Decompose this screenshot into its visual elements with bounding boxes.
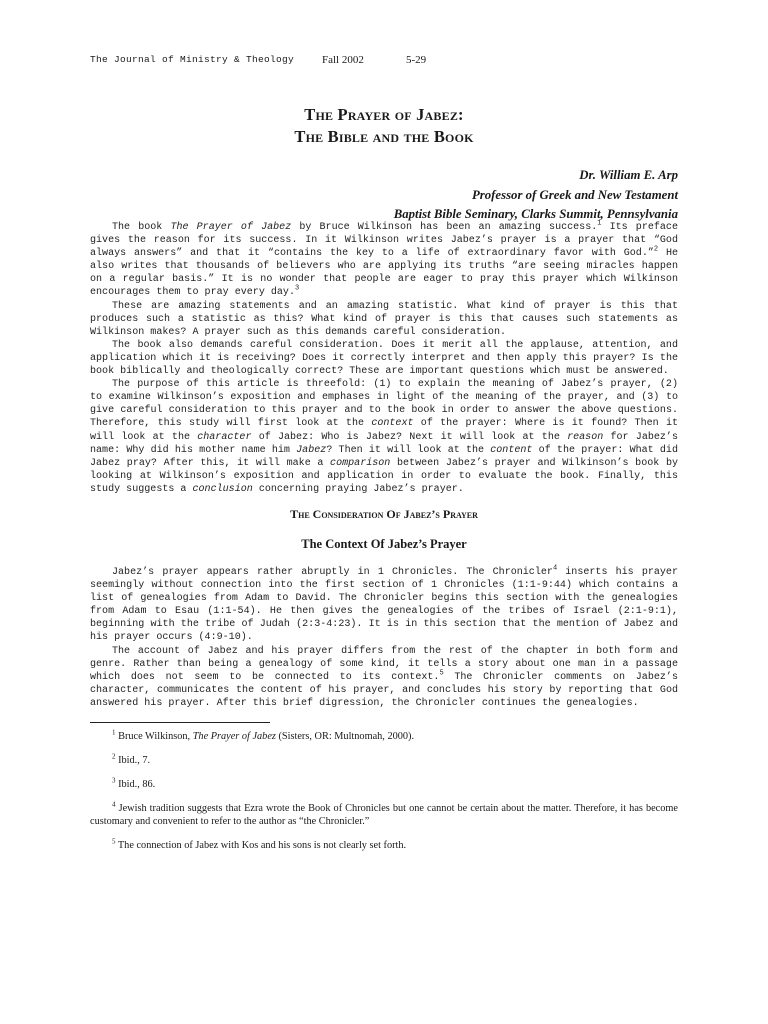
footnote-divider (90, 722, 270, 723)
author-institution: Baptist Bible Seminary, Clarks Summit, Pennsylvania (393, 207, 678, 221)
issue-date: Fall 2002 (322, 54, 364, 66)
footnote-ref-2: 2 (653, 245, 659, 254)
intro-body (90, 221, 678, 496)
footnote-2: $^2$ Ibid., 7. (112, 752, 151, 766)
intro-paragraph-1: The book The Prayer of Jabez by Bruce Wilkinson has been an amazing success.$^1$ Its preface gives the reason for its success. In it Wilkinson writes Jabez’s prayer is a prayer that “God always answers” and that it “contains the key to a life of extraordinary favor with God.”$^2$ He also writes that thousands of believers who are applying its truths “are seeing miracles happen on a regular basis.” It is no wonder that people are eager to pray this prayer which Wilkinson encourages them to pray every day.$^3$ (90, 219, 679, 299)
intro-paragraph-3: The book also demands careful consideration. Does it merit all the applause, attention, and application which it is receiving? Does it correctly interpret and then apply this prayer? Is the book biblically and theologically correct? These are important questions which must be answered. (90, 339, 678, 378)
footnote-ref-3: 3 (295, 285, 300, 294)
author-name: Dr. William E. Arp (579, 168, 678, 182)
section-paragraph-1: Jabez’s prayer appears rather abruptly in 1 Chronicles. The Chronicler$^4$ inserts his prayer seemingly without connection into the first section of 1 Chronicles (1:1-9:44) which contains a list of genealogies from Adam to David. The Chronicler begins this section with the genealogies from Adam to Esau (1:1-54). He then gives the genealogies of the tribes of Israel (2:1-9:1), beginning with the tribe of Judah (2:3-4:23). It is in this section that the mention of Jabez and his prayer occurs (4:9-10). (90, 564, 678, 644)
subsection-heading: The Context Of Jabez’s Prayer (301, 537, 467, 551)
article-title (90, 104, 678, 148)
footnote-ref-5: 5 (439, 669, 444, 678)
title-line-1: The Prayer of Jabez: (304, 105, 464, 124)
footnote-4: $^4$ Jewish tradition suggests that Ezra wrote the Book of Chronicles but one cannot be certain about the matter. Therefore, it has become customary and convenient to refer to the author as “the Chronicler.” (90, 800, 678, 827)
footnote-1: $^1$ Bruce Wilkinson, The Prayer of Jabez (Sisters, OR: Multnomah, 2000). (112, 728, 415, 742)
footnote-ref-1: 1 (597, 219, 602, 228)
footnote-5: $^5$ The connection of Jabez with Kos and his sons is not clearly set forth. (112, 837, 407, 851)
journal-name: The Journal of Ministry & Theology (90, 54, 295, 65)
intro-paragraph-4: The purpose of this article is threefold: (1) to explain the meaning of Jabez’s prayer, (2) to examine Wilkinson’s exposition and emphases in light of the meaning of the prayer, and (3) to give careful consideration to this prayer and to the book in order to answer the above questions. Therefore, this study will first look at the context of the prayer: Where is it found? Then it will look at the character of Jabez: Who is Jabez? Next it will look at the reason for Jabez’s name: Why did his mother name him Jabez? Then it will look at the content of the prayer: What did Jabez pray? After this, it will make a comparison between Jabez’s prayer and Wilkinson’s book by looking at Wilkinson’s exposition and application in order to evaluate the book. Finally, this study suggests a conclusion concerning praying Jabez’s prayer. (90, 379, 678, 495)
author-position: Professor of Greek and New Testament (471, 187, 678, 202)
footnotes (90, 730, 678, 863)
section-paragraph-2: The account of Jabez and his prayer differs from the rest of the chapter in both form and genre. Rather than being a genealogy of some kind, it tells a story about one man in a passage which does not seem to be connected to its context.$^5$ The Chronicler comments on Jabez’s character, communicates the content of his prayer, and concludes his story by reporting that God answered his prayer. After this brief digression, the Chronicler continues the genealogies. (90, 645, 678, 709)
section-heading: The Consideration Of Jabez’s Prayer (290, 507, 478, 521)
book-title: The Prayer of Jabez (170, 222, 292, 233)
title-line-2: The Bible and the Book (294, 127, 474, 146)
footnote-3: $^3$ Ibid., 86. (112, 776, 156, 790)
footnote-ref-4: 4 (552, 564, 558, 573)
section-body (90, 566, 678, 710)
page-range: 5-29 (406, 54, 427, 66)
author-byline (90, 166, 678, 225)
intro-paragraph-2: These are amazing statements and an amazing statistic. What kind of prayer is this that produces such a statistic as this? What kind of prayer is this that causes such statements as Wilkinson makes? A prayer such as this demands careful consideration. (90, 300, 678, 338)
